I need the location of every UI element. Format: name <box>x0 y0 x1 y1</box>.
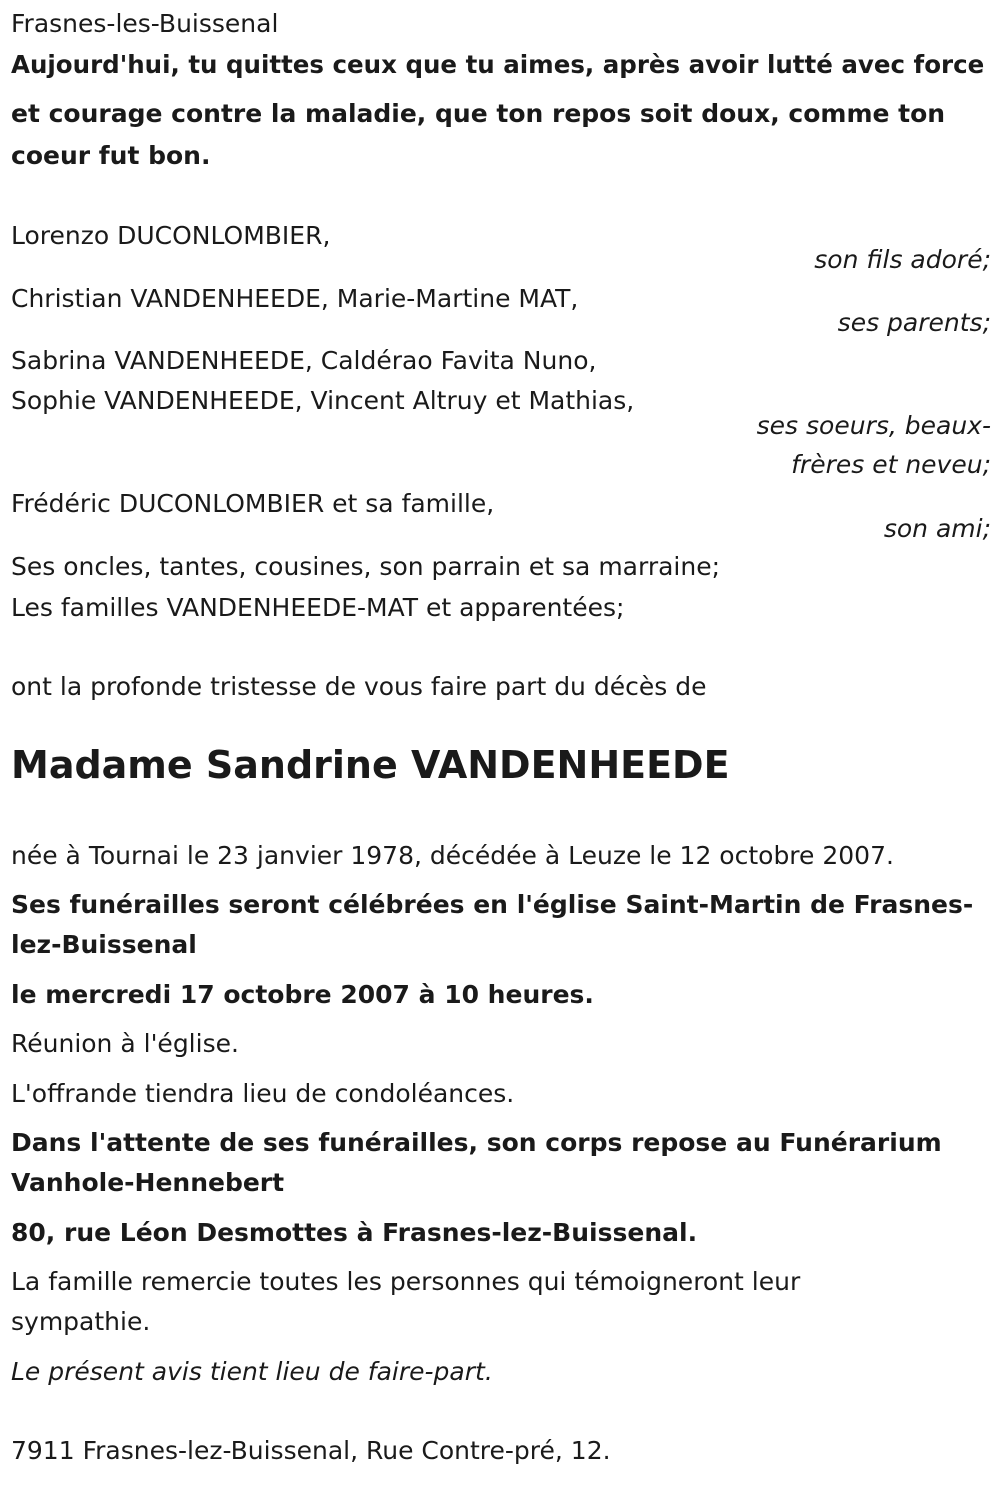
family-parents-names: Christian VANDENHEEDE, Marie-Martine MAT, <box>11 284 579 313</box>
family-sisters-relation-2: frères et neveu; <box>791 450 991 479</box>
funeral-datetime: le mercredi 17 octobre 2007 à 10 heures. <box>11 980 594 1009</box>
family-friend-name: Frédéric DUCONLOMBIER et sa famille, <box>11 489 495 518</box>
thanks-line-2: sympathie. <box>11 1307 151 1336</box>
funeral-offering: L'offrande tiendra lieu de condoléances. <box>11 1079 515 1108</box>
family-sisters-name-2: Sophie VANDENHEEDE, Vincent Altruy et Mathias, <box>11 386 635 415</box>
extended-family-line-2: Les familles VANDENHEEDE-MAT et apparentées; <box>11 593 625 622</box>
family-sisters-relation-1: ses soeurs, beaux- <box>756 411 991 440</box>
funeral-church-line-1: Ses funérailles seront célébrées en l'église Saint-Martin de Frasnes- <box>11 890 974 919</box>
family-sisters-name-1: Sabrina VANDENHEEDE, Caldérao Favita Nuno, <box>11 346 597 375</box>
thanks-line-1: La famille remercie toutes les personnes qui témoigneront leur <box>11 1267 801 1296</box>
funerarium-address: 80, rue Léon Desmottes à Frasnes-lez-Buissenal. <box>11 1218 698 1247</box>
quote-line-3: coeur fut bon. <box>11 141 211 170</box>
quote-line-2: et courage contre la maladie, que ton repos soit doux, comme ton <box>11 99 946 128</box>
funeral-meeting: Réunion à l'église. <box>11 1029 239 1058</box>
quote-line-1: Aujourd'hui, tu quittes ceux que tu aimes, après avoir lutté avec force <box>11 50 985 79</box>
funerarium-line-2: Vanhole-Hennebert <box>11 1168 285 1197</box>
birth-death-text: née à Tournai le 23 janvier 1978, décédée à Leuze le 12 octobre 2007. <box>11 841 894 870</box>
announcement-text: ont la profonde tristesse de vous faire part du décès de <box>11 672 707 701</box>
funeral-church-line-2: lez-Buissenal <box>11 930 197 959</box>
family-friend-relation: son ami; <box>883 514 991 543</box>
family-address: 7911 Frasnes-lez-Buissenal, Rue Contre-pré, 12. <box>11 1436 611 1465</box>
notice-text: Le présent avis tient lieu de faire-part. <box>11 1357 493 1386</box>
family-son-relation: son fils adoré; <box>814 245 991 274</box>
extended-family-line-1: Ses oncles, tantes, cousines, son parrain et sa marraine; <box>11 552 721 581</box>
header-place: Frasnes-les-Buissenal <box>11 9 279 38</box>
family-parents-relation: ses parents; <box>837 308 991 337</box>
family-son-name: Lorenzo DUCONLOMBIER, <box>11 221 331 250</box>
funerarium-line-1: Dans l'attente de ses funérailles, son corps repose au Funérarium <box>11 1128 942 1157</box>
deceased-name: Madame Sandrine VANDENHEEDE <box>11 743 730 787</box>
